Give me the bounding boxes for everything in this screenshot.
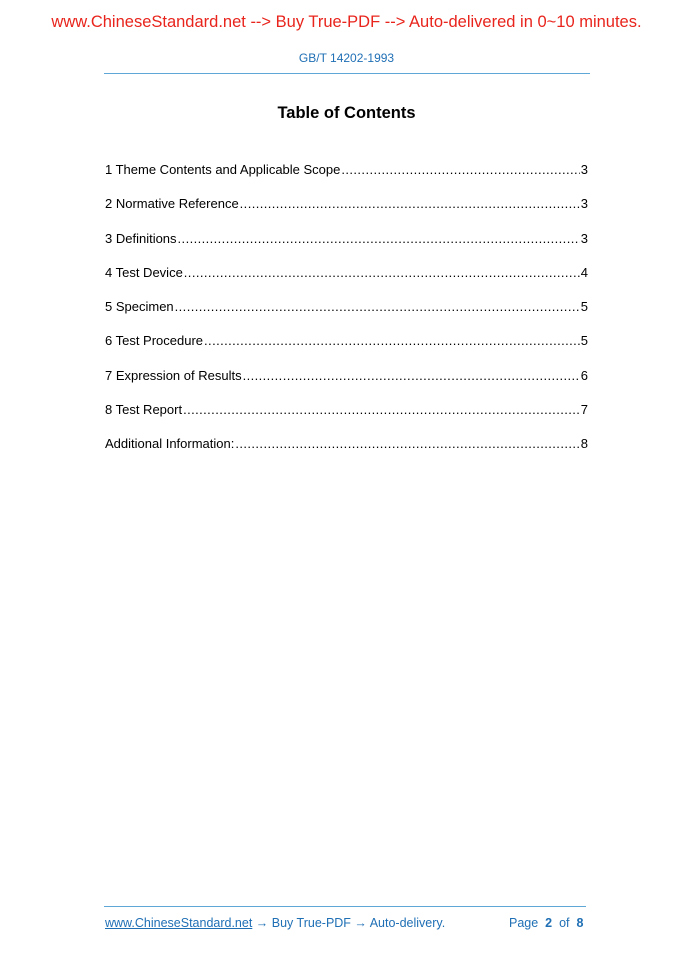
toc-entry-label: 1 Theme Contents and Applicable Scope <box>105 162 341 177</box>
toc-entry[interactable] <box>105 368 588 402</box>
toc-entry-page: 6 <box>580 367 588 383</box>
toc-entry-label: 4 Test Device <box>105 264 183 280</box>
toc-entry-label: 5 Specimen <box>105 299 174 315</box>
toc-entry-page: 3 <box>580 162 588 177</box>
toc-dot-leader <box>178 231 580 246</box>
toc-dot-leader <box>341 162 579 177</box>
toc-dot-leader <box>204 333 580 348</box>
toc-dot-leader <box>235 436 579 451</box>
toc-entry[interactable] <box>105 231 588 265</box>
footer-promo <box>105 916 445 930</box>
toc-entry[interactable] <box>105 402 588 436</box>
toc-entry-label: 6 Test Procedure <box>105 333 204 349</box>
page-indicator <box>509 916 583 930</box>
current-page-number: 2 <box>545 916 553 930</box>
toc-entry[interactable] <box>105 265 588 299</box>
table-of-contents <box>105 162 588 471</box>
toc-entry-page: 3 <box>580 230 588 246</box>
toc-entry-page: 3 <box>580 196 588 212</box>
page-word: Page <box>509 916 539 930</box>
footer-url-link[interactable]: www.ChineseStandard.net <box>105 916 253 930</box>
promo-banner-link[interactable]: www.ChineseStandard.net --> Buy True-PDF --> Auto-delivered in 0~10 minutes. <box>51 13 642 31</box>
toc-entry-label: 3 Definitions <box>105 230 177 246</box>
toc-entry-page: 7 <box>580 402 588 418</box>
footer-divider <box>104 906 586 907</box>
standard-code: GB/T 14202-1993 <box>298 51 395 65</box>
toc-dot-leader <box>240 196 580 211</box>
toc-entry[interactable] <box>105 436 588 470</box>
toc-dot-leader <box>183 402 580 417</box>
toc-dot-leader <box>243 368 580 383</box>
toc-entry-label: Additional Information: <box>105 436 235 452</box>
toc-dot-leader <box>175 299 580 314</box>
toc-entry-label: 2 Normative Reference <box>105 196 239 212</box>
toc-entry-page: 5 <box>580 333 588 349</box>
toc-entry[interactable] <box>105 196 588 230</box>
toc-entry-page: 4 <box>580 264 588 280</box>
toc-entry-page: 8 <box>580 436 588 452</box>
toc-entry[interactable] <box>105 299 588 333</box>
toc-title: Table of Contents <box>277 104 416 122</box>
toc-entry-label: 7 Expression of Results <box>105 367 242 383</box>
toc-entry[interactable] <box>105 162 588 196</box>
total-pages-number: 8 <box>576 916 584 930</box>
toc-entry[interactable] <box>105 333 588 367</box>
footer-tagline: → Buy True-PDF → Auto-delivery. <box>252 916 446 930</box>
of-word: of <box>559 916 570 930</box>
header-divider <box>104 73 590 74</box>
toc-entry-label: 8 Test Report <box>105 402 183 418</box>
toc-entry-page: 5 <box>580 299 588 315</box>
toc-dot-leader <box>184 265 580 280</box>
